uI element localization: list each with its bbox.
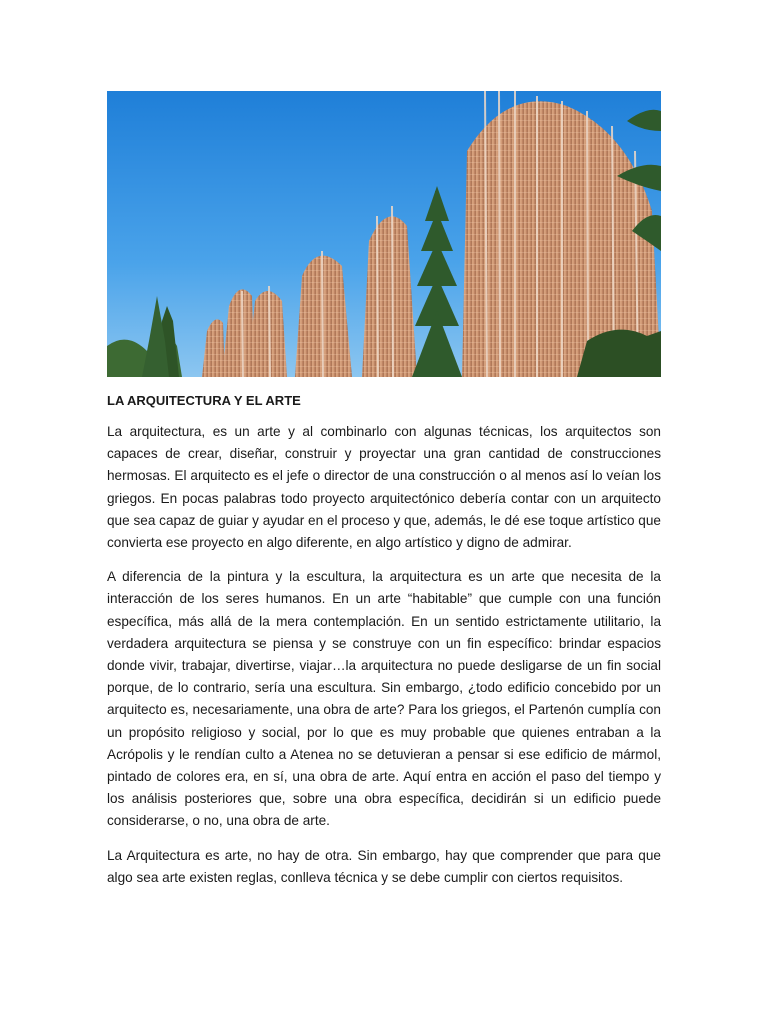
paragraph-3: La Arquitectura es arte, no hay de otra. Sin embargo, hay que comprender que para que algo sea arte existen reglas, conlleva técnica y se debe cumplir con ciertos requisitos.: [107, 847, 661, 885]
architecture-photo-image: [107, 91, 661, 377]
document-body: [107, 421, 661, 901]
architecture-photo: [107, 91, 661, 377]
paragraph-1: La arquitectura, es un arte y al combinarlo con algunas técnicas, los arquitectos son capaces de crear, diseñar, construir y proyectar una gran cantidad de construcciones hermosas. El arquitecto es el jefe o director de una construcción o al menos así lo veían los griegos. En pocas palabras todo proyecto arquitectónico debería contar con un arquitecto que sea capaz de guiar y ayudar en el proceso y que, además, le dé ese toque artístico que convierta ese proyecto en algo diferente, en algo artístico y digno de admirar.: [107, 424, 661, 551]
paragraph-2: A diferencia de la pintura y la escultura, la arquitectura es un arte que necesita de la interacción de los seres humanos. En un arte “habitable” que cumple con una función específica, más allá de la mera contemplación. En un sentido estrictamente utilitario, la verdadera arquitectura se piensa y se construye con un fin específico: brindar espacios donde vivir, trabajar, divertirse, viajar…la arquitectura no puede desligarse de un fin social porque, de lo contrario, sería una escultura. Sin embargo, ¿todo edificio concebido por un arquitecto es, necesariamente, una obra de arte? Para los griegos, el Partenón cumplía con un propósito religioso y social, por lo que es muy probable que quienes entraban a la Acrópolis y le rendían culto a Atenea no se detuvieran a pensar si ese edificio de mármol, pintado de colores era, en sí, una obra de arte. Aquí entra en acción el paso del tiempo y los análisis posteriores que, sobre una obra específica, decidirán si un edificio puede considerarse, o no, una obra de arte.: [107, 569, 661, 829]
document-heading: LA ARQUITECTURA Y EL ARTE: [107, 393, 301, 408]
